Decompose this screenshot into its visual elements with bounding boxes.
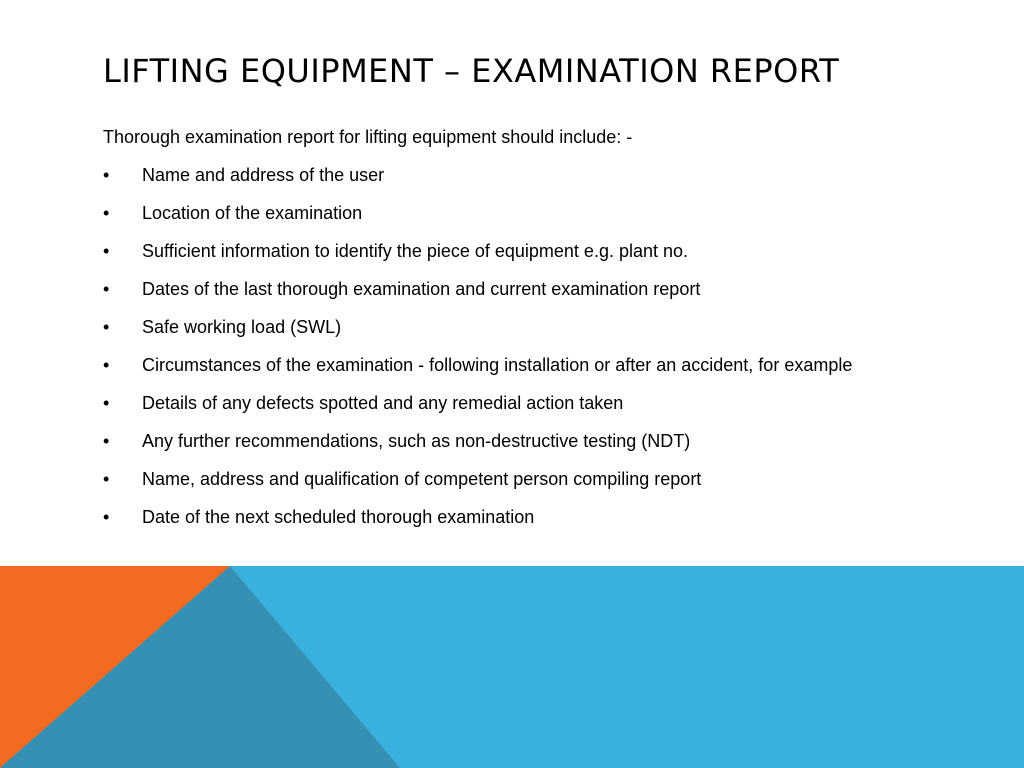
bullet-text: Dates of the last thorough examination and current examination report bbox=[142, 279, 701, 299]
bullet-item bbox=[103, 504, 923, 531]
bullet-text: Safe working load (SWL) bbox=[142, 317, 342, 337]
bullet-text: Any further recommendations, such as non-destructive testing (NDT) bbox=[142, 431, 691, 451]
bullet-dot: • bbox=[103, 469, 110, 489]
bullet-item bbox=[103, 428, 923, 455]
bullet-dot: • bbox=[103, 203, 110, 223]
bullet-dot: • bbox=[103, 507, 110, 527]
bullet-dot: • bbox=[103, 355, 110, 375]
bullet-list bbox=[103, 162, 923, 531]
bullet-text: Name and address of the user bbox=[142, 165, 385, 185]
bullet-item bbox=[103, 276, 923, 303]
decorative-footer-shapes bbox=[0, 566, 1024, 768]
bullet-text: Sufficient information to identify the piece of equipment e.g. plant no. bbox=[142, 241, 689, 261]
bullet-item bbox=[103, 466, 923, 493]
intro-text: Thorough examination report for lifting equipment should include: - bbox=[103, 127, 633, 147]
bullet-dot: • bbox=[103, 317, 110, 337]
bullet-item bbox=[103, 390, 923, 417]
bullet-item bbox=[103, 352, 923, 379]
bullet-item bbox=[103, 200, 923, 227]
bullet-dot: • bbox=[103, 241, 110, 261]
bullet-item bbox=[103, 314, 923, 341]
slide-title: LIFTING EQUIPMENT – EXAMINATION REPORT bbox=[103, 52, 840, 90]
bullet-text: Location of the examination bbox=[142, 203, 363, 223]
bullet-text: Name, address and qualification of competent person compiling report bbox=[142, 469, 702, 489]
bullet-text: Date of the next scheduled thorough examination bbox=[142, 507, 535, 527]
slide-content bbox=[103, 124, 923, 542]
bullet-dot: • bbox=[103, 431, 110, 451]
bullet-dot: • bbox=[103, 279, 110, 299]
bullet-item bbox=[103, 162, 923, 189]
bullet-dot: • bbox=[103, 393, 110, 413]
bullet-text: Details of any defects spotted and any remedial action taken bbox=[142, 393, 624, 413]
bullet-text: Circumstances of the examination - following installation or after an accident, for example bbox=[142, 355, 853, 375]
bullet-dot: • bbox=[103, 165, 110, 185]
bullet-item bbox=[103, 238, 923, 265]
